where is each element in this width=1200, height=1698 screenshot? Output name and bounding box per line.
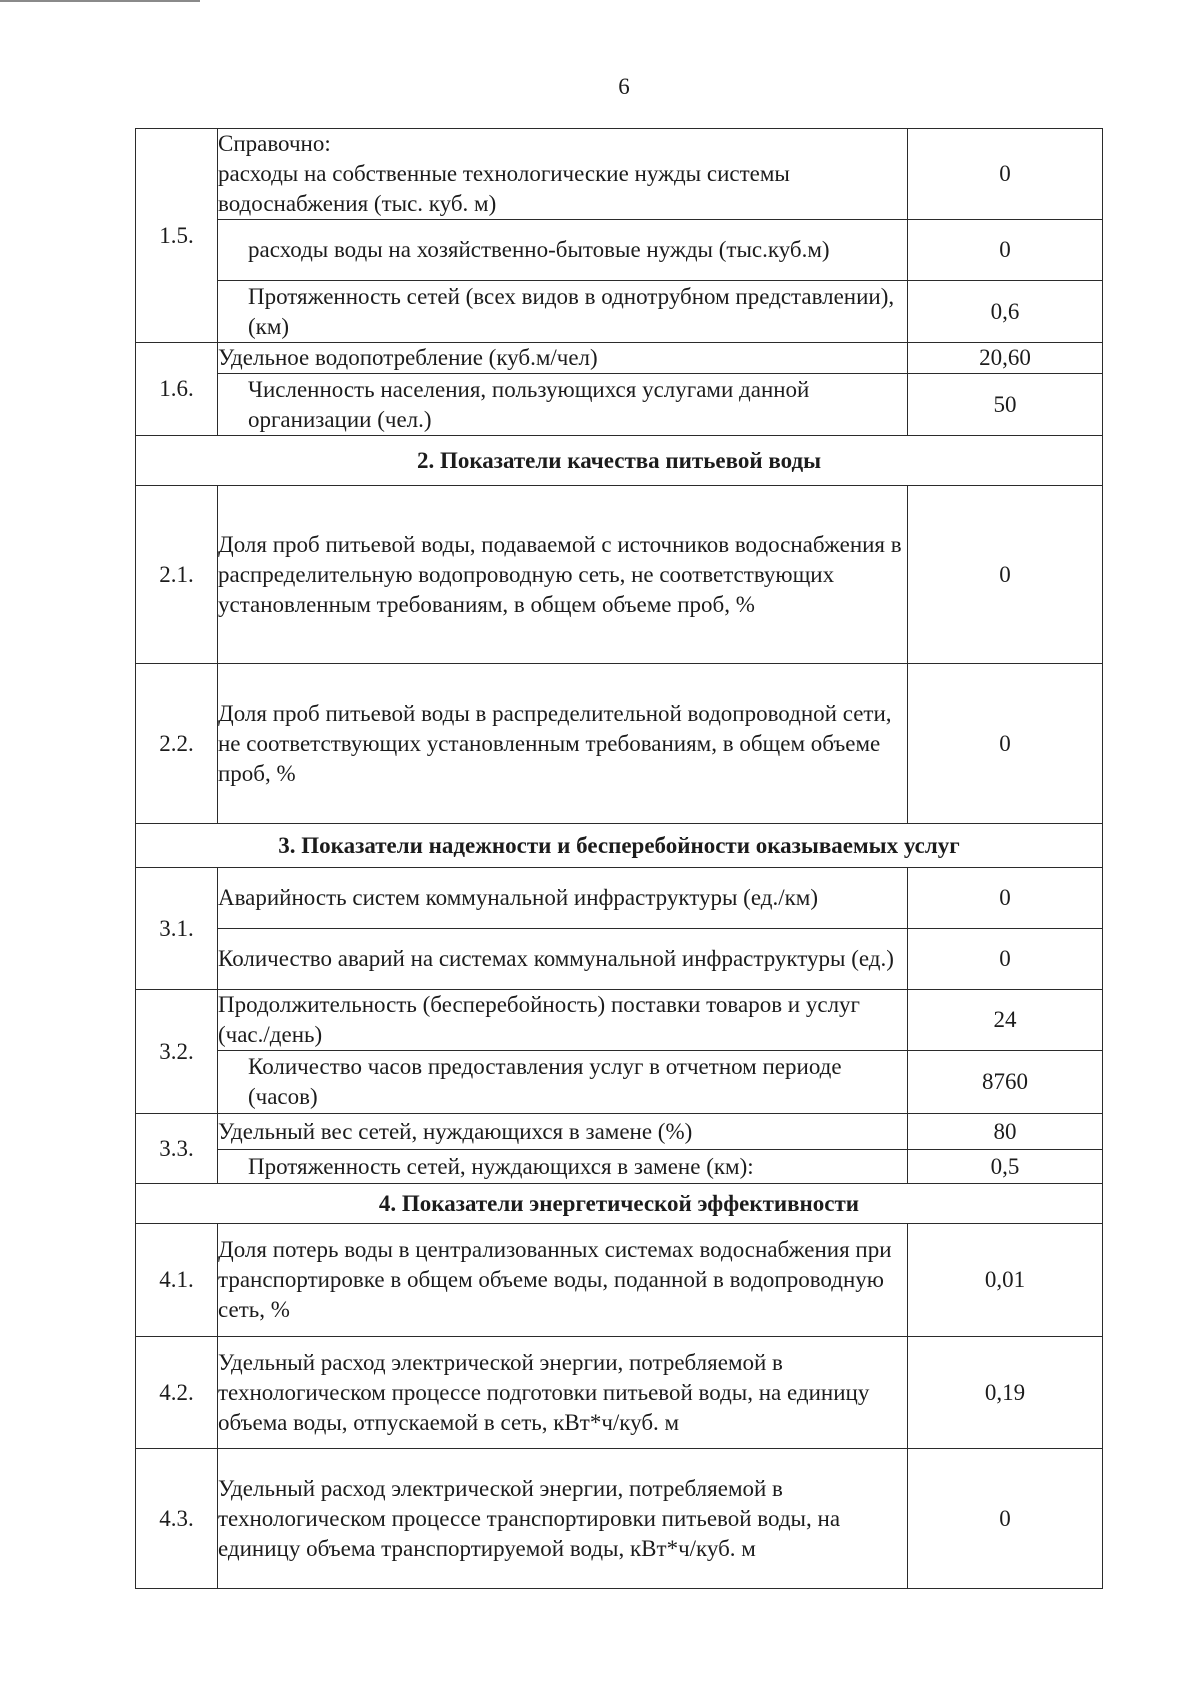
table-row: [136, 1337, 1103, 1449]
row-value: 20,60: [908, 343, 1103, 374]
indicators-table: [135, 128, 1103, 1589]
row-number: 3.2.: [136, 990, 218, 1114]
row-number: 4.3.: [136, 1449, 218, 1589]
row-description: Протяженность сетей, нуждающихся в замене (км):: [218, 1150, 908, 1184]
row-value: 0: [908, 929, 1103, 990]
table-row: [136, 1114, 1103, 1150]
row-description: расходы воды на хозяйственно-бытовые нужды (тыс.куб.м): [218, 220, 908, 281]
row-value: 24: [908, 990, 1103, 1051]
table-row: [136, 990, 1103, 1051]
table-row: [136, 129, 1103, 220]
table-row: [136, 220, 1103, 281]
row-number: 4.1.: [136, 1224, 218, 1337]
row-value: 0: [908, 868, 1103, 929]
section-title: 2. Показатели качества питьевой воды: [136, 436, 1103, 486]
scan-edge-line: [0, 0, 200, 2]
row-description: Удельный вес сетей, нуждающихся в замене (%): [218, 1114, 908, 1150]
row-description: Доля потерь воды в централизованных системах водоснабжения при транспортировке в общем объеме воды, поданной в водопроводную сеть, %: [218, 1224, 908, 1337]
row-value: 0: [908, 129, 1103, 220]
table-row: [136, 868, 1103, 929]
row-value: 0,01: [908, 1224, 1103, 1337]
table-row: [136, 664, 1103, 824]
section-row: [136, 436, 1103, 486]
row-number: 2.1.: [136, 486, 218, 664]
row-description: Количество часов предоставления услуг в отчетном периоде (часов): [218, 1051, 908, 1114]
row-description: Количество аварий на системах коммунальной инфраструктуры (ед.): [218, 929, 908, 990]
row-value: 0,19: [908, 1337, 1103, 1449]
row-number: 1.6.: [136, 343, 218, 436]
row-value: 0: [908, 486, 1103, 664]
page-number: 6: [618, 74, 630, 99]
section-title: 3. Показатели надежности и бесперебойности оказываемых услуг: [136, 824, 1103, 868]
row-number: 2.2.: [136, 664, 218, 824]
table-row: [136, 1150, 1103, 1184]
row-value: 0: [908, 664, 1103, 824]
row-description: Продолжительность (бесперебойность) поставки товаров и услуг (час./день): [218, 990, 908, 1051]
row-value: 0: [908, 220, 1103, 281]
row-value: 0: [908, 1449, 1103, 1589]
row-value: 50: [908, 374, 1103, 436]
row-value: 8760: [908, 1051, 1103, 1114]
row-description: Доля проб питьевой воды в распределительной водопроводной сети, не соответствующих установленным требованиям, в общем объеме проб, %: [218, 664, 908, 824]
table-row: [136, 1051, 1103, 1114]
table-row: [136, 486, 1103, 664]
section-row: [136, 1184, 1103, 1224]
row-number: 3.1.: [136, 868, 218, 990]
table-row: [136, 281, 1103, 343]
row-description: Удельный расход электрической энергии, потребляемой в технологическом процессе транспортировки питьевой воды, на единицу объема транспортируемой воды, кВт*ч/куб. м: [218, 1449, 908, 1589]
table-row: [136, 929, 1103, 990]
row-description: Численность населения, пользующихся услугами данной организации (чел.): [218, 374, 908, 436]
row-description: Аварийность систем коммунальной инфраструктуры (ед./км): [218, 868, 908, 929]
row-value: 0,6: [908, 281, 1103, 343]
row-value: 80: [908, 1114, 1103, 1150]
row-description: Справочно: расходы на собственные технологические нужды системы водоснабжения (тыс. куб. м): [218, 129, 908, 220]
table-row: [136, 1224, 1103, 1337]
table-row: [136, 1449, 1103, 1589]
row-description: Доля проб питьевой воды, подаваемой с источников водоснабжения в распределительную водопроводную сеть, не соответствующих установленным требованиям, в общем объеме проб, %: [218, 486, 908, 664]
row-number: 4.2.: [136, 1337, 218, 1449]
row-value: 0,5: [908, 1150, 1103, 1184]
row-number: 3.3.: [136, 1114, 218, 1184]
table-row: [136, 374, 1103, 436]
section-title: 4. Показатели энергетической эффективности: [136, 1184, 1103, 1224]
row-description: Удельный расход электрической энергии, потребляемой в технологическом процессе подготовки питьевой воды, на единицу объема воды, отпускаемой в сеть, кВт*ч/куб. м: [218, 1337, 908, 1449]
section-row: [136, 824, 1103, 868]
row-number: 1.5.: [136, 129, 218, 343]
row-description: Удельное водопотребление (куб.м/чел): [218, 343, 908, 374]
row-description: Протяженность сетей (всех видов в однотрубном представлении), (км): [218, 281, 908, 343]
table-row: [136, 343, 1103, 374]
